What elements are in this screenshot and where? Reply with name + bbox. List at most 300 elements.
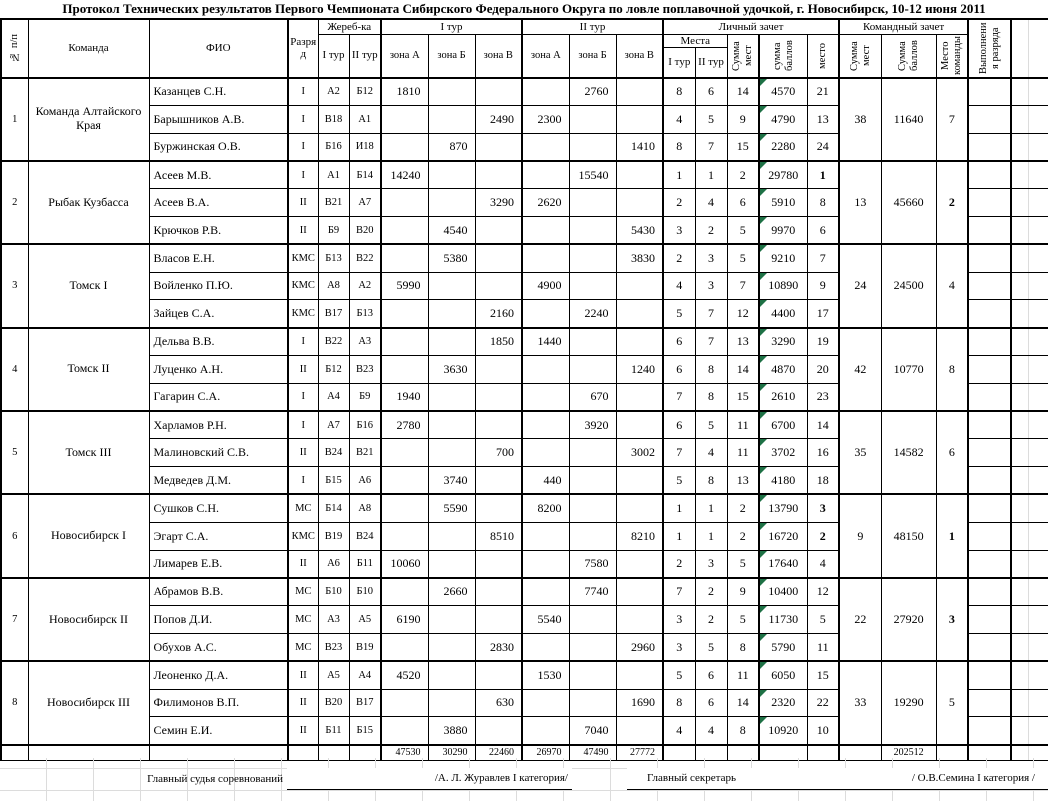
member-razryad: КМС bbox=[288, 300, 318, 328]
tour2-zone-b-weight bbox=[569, 494, 616, 522]
member-name: Крючков Р.В. bbox=[149, 216, 288, 244]
group-header-personal: Личный зачет bbox=[663, 19, 839, 34]
personal-place: 9 bbox=[807, 272, 839, 300]
member-name: Гагарин С.А. bbox=[149, 383, 288, 411]
tour1-zone-a-weight: 1810 bbox=[381, 78, 428, 106]
tour1-zone-a-weight: 14240 bbox=[381, 161, 428, 189]
tour1-zone-b-weight bbox=[428, 661, 475, 689]
team-sum-places: 22 bbox=[839, 578, 881, 661]
tour1-zone-a-weight bbox=[381, 522, 428, 550]
tour1-zone-v-weight bbox=[475, 550, 522, 578]
personal-place: 22 bbox=[807, 689, 839, 717]
table-header bbox=[1, 19, 1048, 78]
personal-place: 16 bbox=[807, 439, 839, 467]
member-razryad: I bbox=[288, 105, 318, 133]
draw-tour2: Б13 bbox=[349, 300, 381, 328]
team-number: 8 bbox=[1, 661, 28, 744]
rank-fulfilled-cell bbox=[968, 717, 1011, 745]
tour1-zone-b-weight bbox=[428, 550, 475, 578]
tour2-zone-v-weight bbox=[616, 189, 663, 217]
member-razryad: II bbox=[288, 355, 318, 383]
place-tour2: 7 bbox=[695, 300, 727, 328]
tour1-zone-b-weight bbox=[428, 439, 475, 467]
team-number: 6 bbox=[1, 494, 28, 577]
points-sum: 10400 bbox=[759, 578, 807, 606]
sheet-cut-cell bbox=[1011, 494, 1048, 522]
tour1-zone-b-weight bbox=[428, 105, 475, 133]
col-header-tour1-zone-v: зона В bbox=[475, 34, 522, 78]
tour2-zone-a-weight bbox=[522, 133, 569, 161]
place-tour2: 8 bbox=[695, 467, 727, 495]
tour1-zone-v-weight bbox=[475, 494, 522, 522]
rank-fulfilled-cell bbox=[968, 633, 1011, 661]
tour2-zone-v-weight bbox=[616, 717, 663, 745]
col-header-team-place: Место команды bbox=[936, 34, 968, 78]
rank-fulfilled-cell bbox=[968, 606, 1011, 634]
tour1-zone-b-weight: 5380 bbox=[428, 244, 475, 272]
tour1-zone-v-weight: 700 bbox=[475, 439, 522, 467]
tour2-zone-b-weight bbox=[569, 328, 616, 356]
tour1-zone-a-weight: 1940 bbox=[381, 383, 428, 411]
place-tour1: 7 bbox=[663, 439, 695, 467]
tour1-zone-a-weight bbox=[381, 133, 428, 161]
points-sum: 5790 bbox=[759, 633, 807, 661]
place-tour2: 2 bbox=[695, 606, 727, 634]
tour1-zone-b-weight bbox=[428, 328, 475, 356]
tour1-zone-v-weight bbox=[475, 244, 522, 272]
tour2-zone-v-weight: 5430 bbox=[616, 216, 663, 244]
draw-tour2: А3 bbox=[349, 328, 381, 356]
draw-tour1: Б14 bbox=[318, 494, 349, 522]
tour1-zone-v-weight bbox=[475, 161, 522, 189]
team-sum-places: 33 bbox=[839, 661, 881, 744]
tour1-zone-a-weight: 2780 bbox=[381, 411, 428, 439]
place-tour1: 2 bbox=[663, 244, 695, 272]
tour1-zone-b-weight bbox=[428, 606, 475, 634]
place-tour2: 7 bbox=[695, 328, 727, 356]
sheet-cut-cell bbox=[1011, 328, 1048, 356]
total-tour2-zone-a: 26970 bbox=[522, 745, 569, 761]
member-row bbox=[1, 161, 1048, 189]
member-name: Барышников А.В. bbox=[149, 105, 288, 133]
tour1-zone-a-weight: 6190 bbox=[381, 606, 428, 634]
col-header-tour2-zone-v: зона В bbox=[616, 34, 663, 78]
draw-tour1: В20 bbox=[318, 689, 349, 717]
col-header-team: Команда bbox=[28, 19, 149, 78]
member-name: Сушков С.Н. bbox=[149, 494, 288, 522]
rank-fulfilled-cell bbox=[968, 578, 1011, 606]
points-sum: 13790 bbox=[759, 494, 807, 522]
points-sum: 9970 bbox=[759, 216, 807, 244]
place-tour1: 7 bbox=[663, 578, 695, 606]
rank-fulfilled-cell bbox=[968, 355, 1011, 383]
places-sum: 5 bbox=[727, 606, 759, 634]
member-name: Медведев Д.М. bbox=[149, 467, 288, 495]
tour2-zone-v-weight: 8210 bbox=[616, 522, 663, 550]
place-tour1: 6 bbox=[663, 411, 695, 439]
tour1-zone-v-weight bbox=[475, 411, 522, 439]
tour1-zone-a-weight bbox=[381, 633, 428, 661]
points-sum: 4790 bbox=[759, 105, 807, 133]
sheet-cut-cell bbox=[1011, 133, 1048, 161]
place-tour2: 5 bbox=[695, 411, 727, 439]
tour1-zone-a-weight bbox=[381, 105, 428, 133]
member-name: Обухов А.С. bbox=[149, 633, 288, 661]
place-tour2: 5 bbox=[695, 633, 727, 661]
member-name: Власов Е.Н. bbox=[149, 244, 288, 272]
points-sum: 17640 bbox=[759, 550, 807, 578]
rank-fulfilled-cell bbox=[968, 383, 1011, 411]
tour1-zone-b-weight: 4540 bbox=[428, 216, 475, 244]
chief-judge-signature: /А. Л. Журавлев I категория/ bbox=[287, 768, 572, 790]
draw-tour2: Б15 bbox=[349, 717, 381, 745]
group-header-draw: Жереб-ка bbox=[318, 19, 381, 34]
total-team-points: 202512 bbox=[881, 745, 936, 761]
place-tour2: 6 bbox=[695, 689, 727, 717]
team-place: 5 bbox=[936, 661, 968, 744]
group-header-tour2: II тур bbox=[522, 19, 663, 34]
draw-tour2: Б9 bbox=[349, 383, 381, 411]
member-name: Малиновский С.В. bbox=[149, 439, 288, 467]
member-name: Зайцев С.А. bbox=[149, 300, 288, 328]
tour2-zone-v-weight: 1240 bbox=[616, 355, 663, 383]
team-name: Новосибирск III bbox=[28, 661, 149, 744]
team-place: 3 bbox=[936, 578, 968, 661]
personal-place: 18 bbox=[807, 467, 839, 495]
tour2-zone-a-weight: 1530 bbox=[522, 661, 569, 689]
tour1-zone-b-weight: 870 bbox=[428, 133, 475, 161]
personal-place: 17 bbox=[807, 300, 839, 328]
place-tour2: 5 bbox=[695, 105, 727, 133]
sheet-cut-cell bbox=[1011, 411, 1048, 439]
points-sum: 2320 bbox=[759, 689, 807, 717]
tour1-zone-b-weight: 3740 bbox=[428, 467, 475, 495]
member-razryad: II bbox=[288, 439, 318, 467]
tour2-zone-v-weight: 1410 bbox=[616, 133, 663, 161]
tour1-zone-a-weight bbox=[381, 717, 428, 745]
place-tour1: 8 bbox=[663, 689, 695, 717]
tour2-zone-b-weight bbox=[569, 633, 616, 661]
tour2-zone-v-weight bbox=[616, 606, 663, 634]
tour2-zone-v-weight bbox=[616, 328, 663, 356]
tour2-zone-a-weight bbox=[522, 411, 569, 439]
tour2-zone-b-weight bbox=[569, 216, 616, 244]
personal-place: 23 bbox=[807, 383, 839, 411]
draw-tour1: Б12 bbox=[318, 355, 349, 383]
tour2-zone-a-weight: 5540 bbox=[522, 606, 569, 634]
team-sum-points: 11640 bbox=[881, 78, 936, 161]
team-sum-places: 24 bbox=[839, 244, 881, 327]
tour2-zone-a-weight bbox=[522, 550, 569, 578]
tour1-zone-b-weight bbox=[428, 633, 475, 661]
place-tour2: 4 bbox=[695, 717, 727, 745]
rank-fulfilled-cell bbox=[968, 328, 1011, 356]
tour2-zone-a-weight bbox=[522, 439, 569, 467]
tour2-zone-a-weight bbox=[522, 717, 569, 745]
points-sum: 3702 bbox=[759, 439, 807, 467]
col-header-team-sum-places: Сумма мест bbox=[839, 34, 881, 78]
col-header-place: место bbox=[807, 34, 839, 78]
tour2-zone-v-weight bbox=[616, 300, 663, 328]
draw-tour2: В20 bbox=[349, 216, 381, 244]
tour2-zone-a-weight bbox=[522, 78, 569, 106]
col-header-tour1-zone-b: зона Б bbox=[428, 34, 475, 78]
team-name: Томск III bbox=[28, 411, 149, 494]
places-sum: 13 bbox=[727, 467, 759, 495]
tour2-zone-v-weight bbox=[616, 578, 663, 606]
tour2-zone-b-weight bbox=[569, 244, 616, 272]
team-sum-places: 35 bbox=[839, 411, 881, 494]
places-sum: 7 bbox=[727, 272, 759, 300]
tour1-zone-v-weight bbox=[475, 661, 522, 689]
member-name: Семин Е.И. bbox=[149, 717, 288, 745]
draw-tour2: Б14 bbox=[349, 161, 381, 189]
member-razryad: МС bbox=[288, 633, 318, 661]
chief-secretary-signature: / О.В.Семина I категория / bbox=[911, 772, 1035, 784]
tour2-zone-a-weight bbox=[522, 161, 569, 189]
personal-place: 19 bbox=[807, 328, 839, 356]
tour2-zone-v-weight bbox=[616, 550, 663, 578]
member-row bbox=[1, 661, 1048, 689]
tour2-zone-v-weight: 3002 bbox=[616, 439, 663, 467]
tour1-zone-v-weight: 1850 bbox=[475, 328, 522, 356]
tour2-zone-v-weight: 1690 bbox=[616, 689, 663, 717]
points-sum: 4400 bbox=[759, 300, 807, 328]
rank-fulfilled-cell bbox=[968, 300, 1011, 328]
col-header-draw-tour2: II тур bbox=[349, 34, 381, 78]
draw-tour2: В21 bbox=[349, 439, 381, 467]
team-place: 7 bbox=[936, 78, 968, 161]
draw-tour1: А4 bbox=[318, 383, 349, 411]
member-row bbox=[1, 494, 1048, 522]
rank-fulfilled-cell bbox=[968, 161, 1011, 189]
tour2-zone-b-weight bbox=[569, 272, 616, 300]
member-row bbox=[1, 244, 1048, 272]
place-tour1: 1 bbox=[663, 522, 695, 550]
team-number: 2 bbox=[1, 161, 28, 244]
tour2-zone-a-weight: 4900 bbox=[522, 272, 569, 300]
personal-place: 5 bbox=[807, 606, 839, 634]
tour1-zone-b-weight bbox=[428, 272, 475, 300]
tour1-zone-a-weight bbox=[381, 216, 428, 244]
tour1-zone-v-weight: 2490 bbox=[475, 105, 522, 133]
places-sum: 14 bbox=[727, 78, 759, 106]
places-sum: 12 bbox=[727, 300, 759, 328]
sheet-cut-cell bbox=[1011, 717, 1048, 745]
total-tour1-zone-v: 22460 bbox=[475, 745, 522, 761]
draw-tour1: Б15 bbox=[318, 467, 349, 495]
tour2-zone-a-weight bbox=[522, 522, 569, 550]
tour2-zone-a-weight bbox=[522, 633, 569, 661]
rank-fulfilled-cell bbox=[968, 550, 1011, 578]
group-header-tour1: I тур bbox=[381, 19, 522, 34]
personal-place: 3 bbox=[807, 494, 839, 522]
tour2-zone-b-weight: 2760 bbox=[569, 78, 616, 106]
tour2-zone-b-weight bbox=[569, 522, 616, 550]
draw-tour1: В23 bbox=[318, 633, 349, 661]
place-tour1: 2 bbox=[663, 550, 695, 578]
places-sum: 5 bbox=[727, 244, 759, 272]
rank-fulfilled-cell bbox=[968, 216, 1011, 244]
tour2-zone-b-weight bbox=[569, 189, 616, 217]
personal-place: 13 bbox=[807, 105, 839, 133]
points-sum: 4180 bbox=[759, 467, 807, 495]
draw-tour2: А2 bbox=[349, 272, 381, 300]
draw-tour2: Б12 bbox=[349, 78, 381, 106]
member-name: Войленко П.Ю. bbox=[149, 272, 288, 300]
col-header-tour2-zone-b: зона Б bbox=[569, 34, 616, 78]
tour1-zone-a-weight bbox=[381, 328, 428, 356]
team-sum-points: 27920 bbox=[881, 578, 936, 661]
member-razryad: МС bbox=[288, 494, 318, 522]
team-number: 7 bbox=[1, 578, 28, 661]
place-tour2: 3 bbox=[695, 550, 727, 578]
team-sum-points: 19290 bbox=[881, 661, 936, 744]
team-number: 1 bbox=[1, 78, 28, 161]
sheet-cut-cell bbox=[1011, 439, 1048, 467]
col-header-fio: ФИО bbox=[149, 19, 288, 78]
tour1-zone-v-weight bbox=[475, 355, 522, 383]
member-razryad: I bbox=[288, 133, 318, 161]
tour2-zone-a-weight bbox=[522, 383, 569, 411]
personal-place: 6 bbox=[807, 216, 839, 244]
sheet-cut-cell bbox=[1011, 578, 1048, 606]
tour1-zone-b-weight bbox=[428, 689, 475, 717]
tour1-zone-b-weight bbox=[428, 78, 475, 106]
draw-tour1: А1 bbox=[318, 161, 349, 189]
sheet-cut-cell bbox=[1011, 661, 1048, 689]
tour2-zone-b-weight: 7740 bbox=[569, 578, 616, 606]
member-name: Попов Д.И. bbox=[149, 606, 288, 634]
document-title: Протокол Технических результатов Первого Чемпионата Сибирского Федерального Округа по ловле поплавочной удочкой, г. Новосибирск, 10-12 июня 2011 bbox=[62, 1, 986, 16]
rank-fulfilled-cell bbox=[968, 467, 1011, 495]
tour2-zone-a-weight: 8200 bbox=[522, 494, 569, 522]
team-number: 3 bbox=[1, 244, 28, 327]
rank-fulfilled-cell bbox=[968, 439, 1011, 467]
member-row bbox=[1, 411, 1048, 439]
member-razryad: МС bbox=[288, 606, 318, 634]
draw-tour2: В22 bbox=[349, 244, 381, 272]
results-table bbox=[0, 18, 1048, 761]
member-razryad: I bbox=[288, 328, 318, 356]
col-header-sum-places: Сумма мест bbox=[727, 34, 759, 78]
tour1-zone-a-weight bbox=[381, 689, 428, 717]
member-row bbox=[1, 578, 1048, 606]
places-sum: 15 bbox=[727, 133, 759, 161]
place-tour1: 4 bbox=[663, 717, 695, 745]
tour2-zone-b-weight bbox=[569, 467, 616, 495]
place-tour2: 2 bbox=[695, 216, 727, 244]
rank-fulfilled-cell bbox=[968, 689, 1011, 717]
tour1-zone-v-weight bbox=[475, 717, 522, 745]
team-sum-points: 48150 bbox=[881, 494, 936, 577]
tour1-zone-a-weight: 5990 bbox=[381, 272, 428, 300]
col-header-places-tour2: II тур bbox=[695, 48, 727, 78]
draw-tour1: А8 bbox=[318, 272, 349, 300]
points-sum: 6050 bbox=[759, 661, 807, 689]
chief-secretary-line bbox=[627, 768, 1048, 790]
total-tour1-zone-b: 30290 bbox=[428, 745, 475, 761]
draw-tour2: Б16 bbox=[349, 411, 381, 439]
member-name: Лимарев Е.В. bbox=[149, 550, 288, 578]
place-tour2: 2 bbox=[695, 578, 727, 606]
col-header-places-tour1: I тур bbox=[663, 48, 695, 78]
place-tour1: 7 bbox=[663, 383, 695, 411]
points-sum: 16720 bbox=[759, 522, 807, 550]
points-sum: 5910 bbox=[759, 189, 807, 217]
tour1-zone-a-weight: 10060 bbox=[381, 550, 428, 578]
team-name: Рыбак Кузбасса bbox=[28, 161, 149, 244]
tour1-zone-a-weight bbox=[381, 244, 428, 272]
team-name: Команда Алтайского Края bbox=[28, 78, 149, 161]
personal-place: 21 bbox=[807, 78, 839, 106]
personal-place: 10 bbox=[807, 717, 839, 745]
chief-judge-label: Главный судья соревнований bbox=[147, 773, 283, 785]
member-razryad: II bbox=[288, 216, 318, 244]
personal-place: 4 bbox=[807, 550, 839, 578]
sheet-cut-cell bbox=[1011, 244, 1048, 272]
tour2-zone-a-weight bbox=[522, 300, 569, 328]
total-tour2-zone-v: 27772 bbox=[616, 745, 663, 761]
personal-place: 2 bbox=[807, 522, 839, 550]
member-razryad: КМС bbox=[288, 272, 318, 300]
member-razryad: II bbox=[288, 661, 318, 689]
team-place: 6 bbox=[936, 411, 968, 494]
total-tour2-zone-b: 47490 bbox=[569, 745, 616, 761]
points-sum: 2280 bbox=[759, 133, 807, 161]
personal-place: 20 bbox=[807, 355, 839, 383]
rank-fulfilled-cell bbox=[968, 78, 1011, 106]
tour1-zone-b-weight: 5590 bbox=[428, 494, 475, 522]
member-row bbox=[1, 78, 1048, 106]
place-tour2: 1 bbox=[695, 161, 727, 189]
places-sum: 5 bbox=[727, 550, 759, 578]
draw-tour2: Б10 bbox=[349, 578, 381, 606]
member-razryad: II bbox=[288, 717, 318, 745]
sheet-cut-column bbox=[1011, 19, 1048, 78]
sheet-cut-cell bbox=[1011, 161, 1048, 189]
chief-secretary-label: Главный секретарь bbox=[647, 772, 736, 784]
team-name: Томск II bbox=[28, 328, 149, 411]
points-sum: 3290 bbox=[759, 328, 807, 356]
team-name: Новосибирск II bbox=[28, 578, 149, 661]
tour2-zone-v-weight bbox=[616, 272, 663, 300]
personal-place: 7 bbox=[807, 244, 839, 272]
place-tour2: 8 bbox=[695, 383, 727, 411]
member-razryad: МС bbox=[288, 578, 318, 606]
draw-tour1: А7 bbox=[318, 411, 349, 439]
rank-fulfilled-cell bbox=[968, 661, 1011, 689]
personal-place: 8 bbox=[807, 189, 839, 217]
col-header-row-number: № п/п bbox=[1, 19, 28, 78]
personal-place: 15 bbox=[807, 661, 839, 689]
draw-tour1: Б13 bbox=[318, 244, 349, 272]
tour2-zone-b-weight: 15540 bbox=[569, 161, 616, 189]
tour1-zone-v-weight bbox=[475, 383, 522, 411]
team-sum-points: 10770 bbox=[881, 328, 936, 411]
tour1-zone-v-weight: 8510 bbox=[475, 522, 522, 550]
place-tour2: 8 bbox=[695, 355, 727, 383]
sheet-cut-cell bbox=[1011, 522, 1048, 550]
member-name: Казанцев С.Н. bbox=[149, 78, 288, 106]
place-tour2: 7 bbox=[695, 133, 727, 161]
member-razryad: КМС bbox=[288, 244, 318, 272]
draw-tour2: А1 bbox=[349, 105, 381, 133]
tour1-zone-v-weight bbox=[475, 272, 522, 300]
results-body bbox=[1, 78, 1048, 761]
member-razryad: I bbox=[288, 411, 318, 439]
draw-tour1: В17 bbox=[318, 300, 349, 328]
